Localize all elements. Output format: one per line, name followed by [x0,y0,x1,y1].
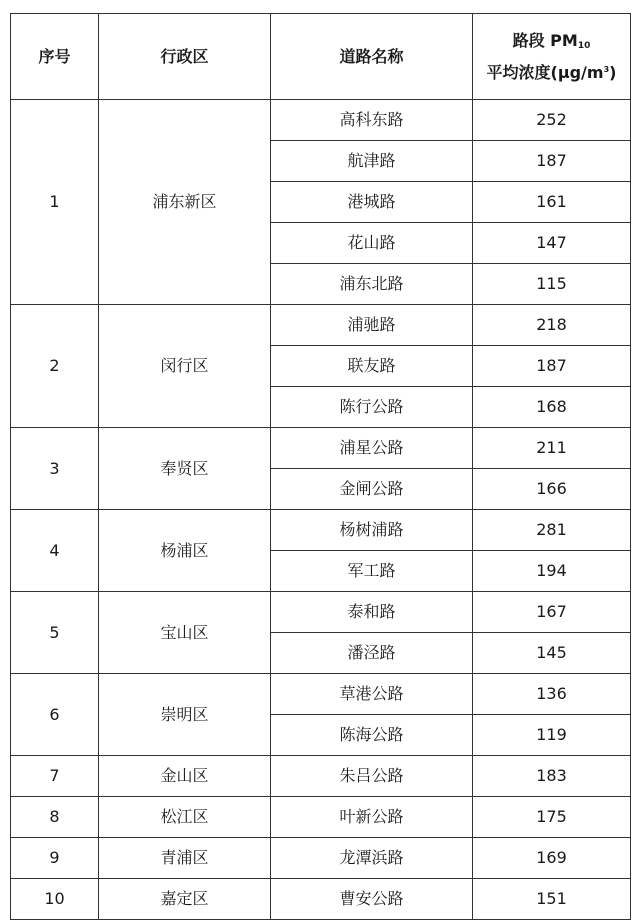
cell-district: 青浦区 [99,838,271,879]
cell-concentration: 168 [473,387,631,428]
cell-concentration: 147 [473,223,631,264]
table-body [11,100,631,920]
table-row [11,879,631,920]
cell-road: 航津路 [271,141,473,182]
cell-concentration: 161 [473,182,631,223]
cell-concentration: 183 [473,756,631,797]
cell-concentration: 119 [473,715,631,756]
cell-index: 2 [11,305,99,428]
table-row [11,305,631,346]
table-row [11,510,631,551]
cell-concentration: 218 [473,305,631,346]
cell-concentration: 281 [473,510,631,551]
table-row [11,100,631,141]
cell-district: 宝山区 [99,592,271,674]
cell-concentration: 211 [473,428,631,469]
cell-index: 9 [11,838,99,879]
cell-road: 泰和路 [271,592,473,633]
cell-concentration: 169 [473,838,631,879]
cell-road: 浦驰路 [271,305,473,346]
cell-concentration: 115 [473,264,631,305]
cell-concentration: 151 [473,879,631,920]
cell-district: 闵行区 [99,305,271,428]
table-row [11,756,631,797]
header-road: 道路名称 [271,14,473,100]
cell-index: 4 [11,510,99,592]
cell-index: 10 [11,879,99,920]
cell-road: 浦星公路 [271,428,473,469]
cell-road: 草港公路 [271,674,473,715]
cell-index: 1 [11,100,99,305]
pm10-road-table [10,13,631,920]
cell-road: 朱吕公路 [271,756,473,797]
cell-concentration: 166 [473,469,631,510]
cell-road: 龙潭浜路 [271,838,473,879]
table-row [11,797,631,838]
cell-district: 松江区 [99,797,271,838]
cell-concentration: 145 [473,633,631,674]
table-row [11,838,631,879]
cell-road: 陈海公路 [271,715,473,756]
header-concentration [473,14,631,100]
cell-concentration: 187 [473,346,631,387]
cell-road: 叶新公路 [271,797,473,838]
cell-road: 高科东路 [271,100,473,141]
cell-district: 奉贤区 [99,428,271,510]
table-container [10,13,631,920]
cell-road: 金闸公路 [271,469,473,510]
cell-index: 8 [11,797,99,838]
cell-index: 6 [11,674,99,756]
cell-concentration: 252 [473,100,631,141]
cell-road: 军工路 [271,551,473,592]
cell-index: 5 [11,592,99,674]
cell-district: 嘉定区 [99,879,271,920]
header-concentration-line2: 平均浓度$(\mu g/m^3)$ [486,62,617,82]
cell-road: 潘泾路 [271,633,473,674]
cell-road: 陈行公路 [271,387,473,428]
cell-concentration: 167 [473,592,631,633]
cell-concentration: 136 [473,674,631,715]
cell-concentration: 175 [473,797,631,838]
cell-road: 花山路 [271,223,473,264]
cell-index: 7 [11,756,99,797]
header-district: 行政区 [99,14,271,100]
cell-concentration: 187 [473,141,631,182]
header-index: 序号 [11,14,99,100]
cell-road: 杨树浦路 [271,510,473,551]
cell-district: 浦东新区 [99,100,271,305]
cell-road: 曹安公路 [271,879,473,920]
cell-district: 崇明区 [99,674,271,756]
table-row [11,592,631,633]
cell-concentration: 194 [473,551,631,592]
header-concentration-line1: 路段 PM10 [512,30,591,51]
cell-district: 杨浦区 [99,510,271,592]
cell-road: 联友路 [271,346,473,387]
cell-index: 3 [11,428,99,510]
cell-road: 浦东北路 [271,264,473,305]
cell-district: 金山区 [99,756,271,797]
table-row [11,674,631,715]
table-row [11,428,631,469]
header-row [11,14,631,100]
cell-road: 港城路 [271,182,473,223]
